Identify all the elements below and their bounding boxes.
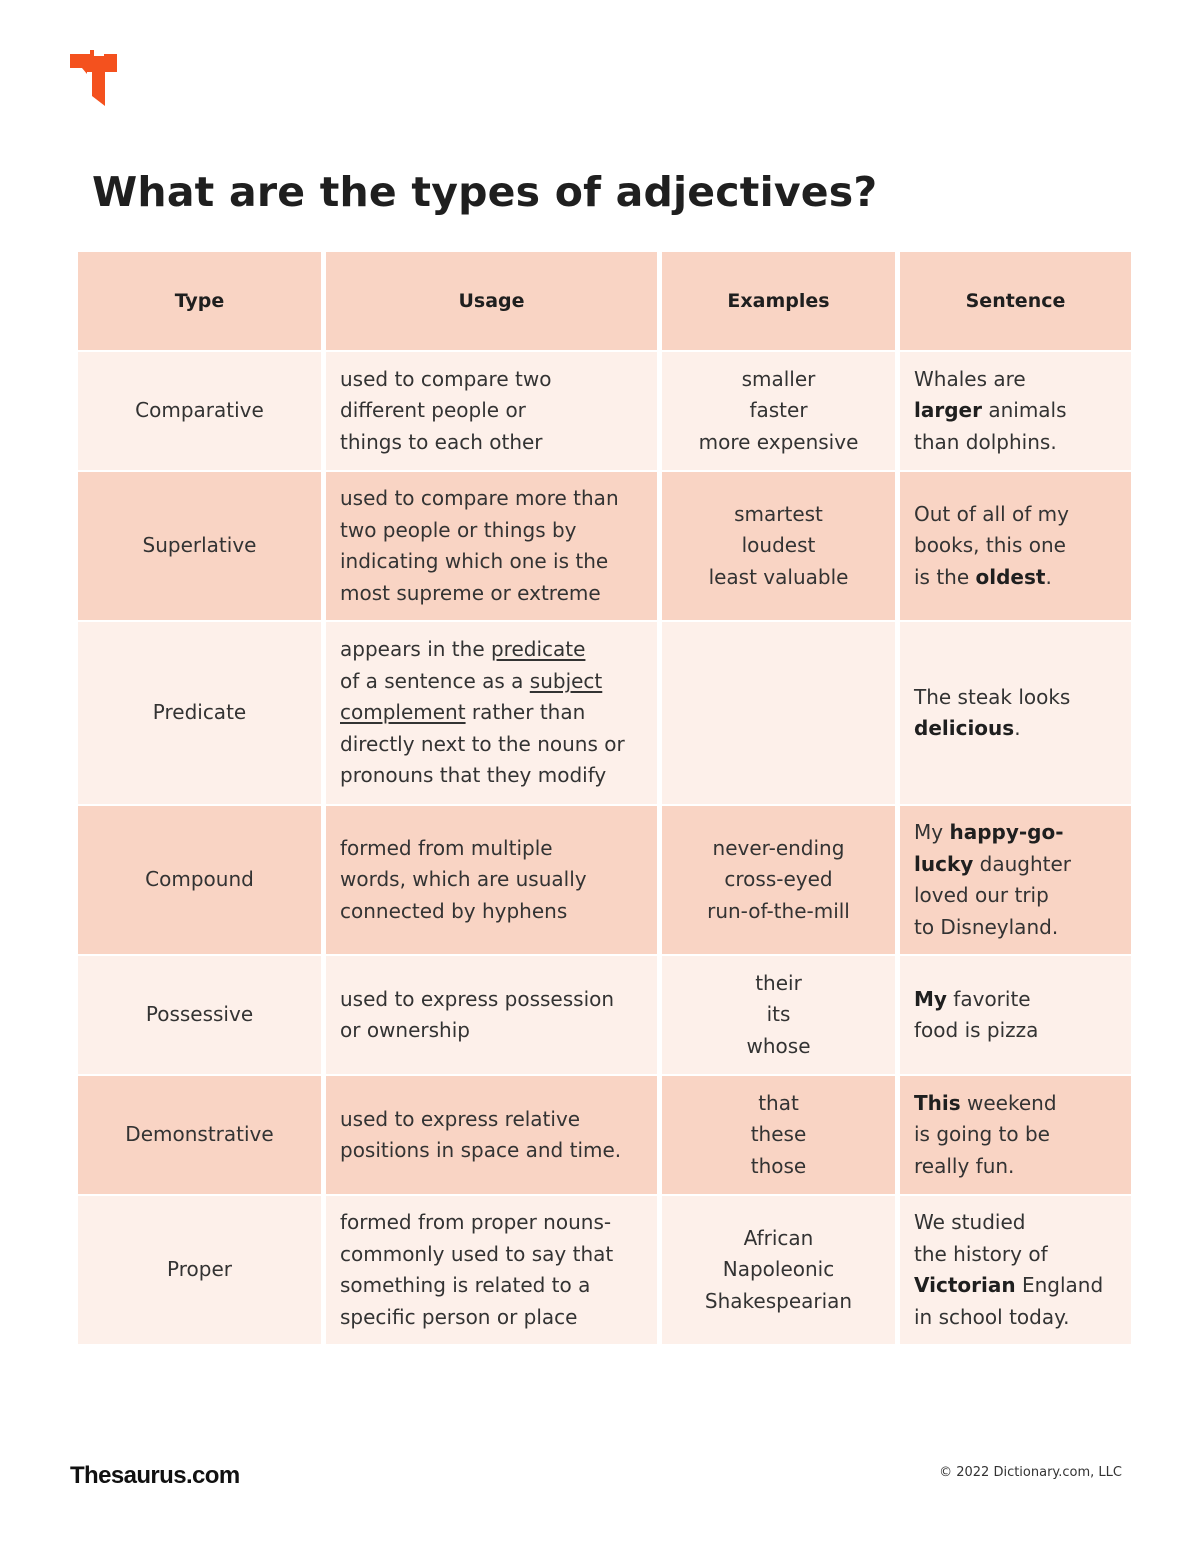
sentence-text: Out of all of my: [914, 501, 1069, 526]
cell-sentence: [900, 350, 1131, 470]
example-word: their: [755, 970, 802, 995]
usage-line: positions in space and time.: [340, 1138, 622, 1162]
usage-line: commonly used to say that: [340, 1241, 614, 1266]
cell-examples: [662, 954, 895, 1074]
sentence-line: [914, 713, 1117, 745]
table-header-row: [78, 252, 1131, 350]
cell-type: Comparative: [78, 350, 321, 470]
example-word: Napoleonic: [722, 1257, 835, 1282]
highlighted-adjective: oldest: [975, 564, 1046, 589]
cell-sentence: [900, 620, 1131, 804]
sentence-line: [914, 1207, 1117, 1239]
usage-line: most supreme or extreme: [340, 580, 601, 605]
example-word: smartest: [734, 501, 823, 526]
table-row: [78, 1194, 1131, 1344]
sentence-text: loved our trip: [914, 883, 1049, 907]
adjective-types-table: [73, 252, 1136, 1344]
sentence-line: [914, 1088, 1117, 1120]
sentence-text: .: [1045, 564, 1052, 589]
sentence-text: weekend: [960, 1090, 1057, 1115]
example-word: those: [750, 1153, 807, 1178]
cell-examples: [662, 620, 895, 804]
sentence-text: to Disneyland.: [914, 914, 1059, 939]
example-word: African: [743, 1225, 814, 1250]
sentence-line: [914, 499, 1117, 531]
table-row: [78, 350, 1131, 470]
sentence-text: is going to be: [914, 1122, 1050, 1147]
usage-line: [340, 760, 643, 792]
sentence-text: favorite: [946, 986, 1031, 1011]
sentence-line: [914, 1239, 1117, 1271]
sentence-text: Whales are: [914, 366, 1026, 391]
cell-usage: [326, 470, 657, 620]
sentence-line: [914, 1015, 1117, 1047]
cell-sentence: [900, 804, 1131, 954]
cell-type: Possessive: [78, 954, 321, 1074]
usage-line: things to each other: [340, 429, 543, 454]
usage-text: pronouns that they modify: [340, 763, 607, 788]
example-word: that: [758, 1090, 799, 1115]
cell-usage: [326, 1074, 657, 1194]
sentence-text: The steak looks: [914, 684, 1071, 709]
sentence-line: [914, 1302, 1117, 1334]
usage-line: formed from proper nouns-: [340, 1210, 612, 1234]
table-row: [78, 470, 1131, 620]
highlighted-adjective: My: [914, 986, 947, 1011]
sentence-line: [914, 880, 1117, 912]
thesaurus-t-logo-icon: [70, 50, 124, 106]
example-word: whose: [746, 1033, 811, 1058]
example-word: these: [750, 1122, 807, 1147]
column-header-usage: Usage: [326, 252, 657, 350]
cell-usage: [326, 804, 657, 954]
sentence-text: in school today.: [914, 1304, 1070, 1329]
usage-line: [340, 697, 643, 729]
usage-line: something is related to a: [340, 1273, 591, 1297]
sentence-text: food is pizza: [914, 1018, 1039, 1042]
glossary-link[interactable]: predicate: [490, 637, 586, 662]
example-word: its: [766, 1002, 791, 1027]
usage-line: [340, 729, 643, 761]
example-word: faster: [749, 398, 808, 423]
cell-type: Proper: [78, 1194, 321, 1344]
cell-examples: [662, 804, 895, 954]
usage-line: specific person or place: [340, 1304, 578, 1329]
highlighted-adjective: happy-go-: [949, 820, 1064, 844]
cell-usage: [326, 620, 657, 804]
highlighted-adjective: lucky: [914, 851, 974, 876]
table-row: [78, 1074, 1131, 1194]
example-word: least valuable: [708, 564, 849, 589]
sentence-text: animals: [981, 398, 1067, 423]
sentence-line: [914, 530, 1117, 562]
sentence-line: [914, 1270, 1117, 1302]
cell-examples: [662, 1074, 895, 1194]
cell-sentence: [900, 470, 1131, 620]
sentence-line: [914, 682, 1117, 714]
sentence-line: [914, 817, 1117, 849]
example-word: Shakespearian: [704, 1288, 853, 1313]
highlighted-adjective: larger: [914, 398, 982, 423]
usage-line: words, which are usually: [340, 867, 587, 892]
table-row: [78, 954, 1131, 1074]
cell-examples: [662, 350, 895, 470]
cell-type: Compound: [78, 804, 321, 954]
sentence-text: .: [1014, 716, 1021, 740]
sentence-line: [914, 364, 1117, 396]
cell-examples: [662, 1194, 895, 1344]
usage-line: two people or things by: [340, 517, 577, 542]
glossary-link[interactable]: subject: [529, 668, 603, 693]
glossary-link[interactable]: complement: [340, 700, 466, 725]
sentence-text: the history of: [914, 1241, 1048, 1266]
sentence-line: [914, 984, 1117, 1016]
usage-line: different people or: [340, 398, 526, 423]
usage-text: rather than: [465, 700, 586, 725]
sentence-line: [914, 427, 1117, 459]
brand-wordmark: Thesaurus.com: [70, 1462, 240, 1489]
cell-usage: [326, 350, 657, 470]
sentence-line: [914, 849, 1117, 881]
highlighted-adjective: delicious: [914, 716, 1015, 740]
usage-line: [340, 666, 643, 698]
page-title: What are the types of adjectives?: [92, 168, 878, 216]
example-word: smaller: [741, 366, 816, 391]
usage-line: used to express relative: [340, 1106, 581, 1131]
sentence-line: [914, 562, 1117, 594]
sentence-line: [914, 1151, 1117, 1183]
cell-type: Demonstrative: [78, 1074, 321, 1194]
usage-text: appears in the: [340, 637, 491, 662]
usage-line: used to express possession: [340, 986, 615, 1011]
sentence-text: daughter: [973, 851, 1072, 876]
highlighted-adjective: This: [914, 1090, 961, 1115]
sentence-text: than dolphins.: [914, 429, 1057, 454]
usage-line: indicating which one is the: [340, 549, 609, 573]
table-row: [78, 804, 1131, 954]
sentence-text: We studied: [914, 1210, 1026, 1234]
cell-sentence: [900, 1194, 1131, 1344]
usage-text: directly next to the nouns or: [340, 731, 625, 756]
table-row: [78, 620, 1131, 804]
usage-line: used to compare two: [340, 366, 552, 391]
highlighted-adjective: Victorian: [914, 1273, 1016, 1297]
example-word: loudest: [741, 533, 816, 558]
cell-type: Predicate: [78, 620, 321, 804]
usage-line: formed from multiple: [340, 835, 553, 860]
cell-usage: [326, 954, 657, 1074]
usage-line: used to compare more than: [340, 486, 619, 510]
copyright-notice: © 2022 Dictionary.com, LLC: [939, 1465, 1122, 1480]
sentence-line: [914, 912, 1117, 944]
example-word: more expensive: [698, 429, 859, 454]
sentence-text: England: [1015, 1273, 1104, 1297]
example-word: cross-eyed: [724, 867, 833, 892]
column-header-type: Type: [78, 252, 321, 350]
cell-sentence: [900, 954, 1131, 1074]
column-header-sentence: Sentence: [900, 252, 1131, 350]
sentence-text: really fun.: [914, 1153, 1015, 1178]
sentence-text: is the: [914, 564, 976, 589]
cell-sentence: [900, 1074, 1131, 1194]
usage-line: connected by hyphens: [340, 898, 568, 923]
column-header-examples: Examples: [662, 252, 895, 350]
example-word: never-ending: [712, 835, 845, 860]
sentence-text: My: [914, 820, 950, 844]
sentence-text: books, this one: [914, 533, 1066, 558]
usage-line: [340, 634, 643, 666]
cell-usage: [326, 1194, 657, 1344]
usage-text: of a sentence as a: [340, 668, 530, 693]
sentence-line: [914, 1119, 1117, 1151]
cell-type: Superlative: [78, 470, 321, 620]
usage-line: or ownership: [340, 1018, 470, 1042]
sentence-line: [914, 395, 1117, 427]
example-word: run-of-the-mill: [707, 898, 850, 923]
cell-examples: [662, 470, 895, 620]
